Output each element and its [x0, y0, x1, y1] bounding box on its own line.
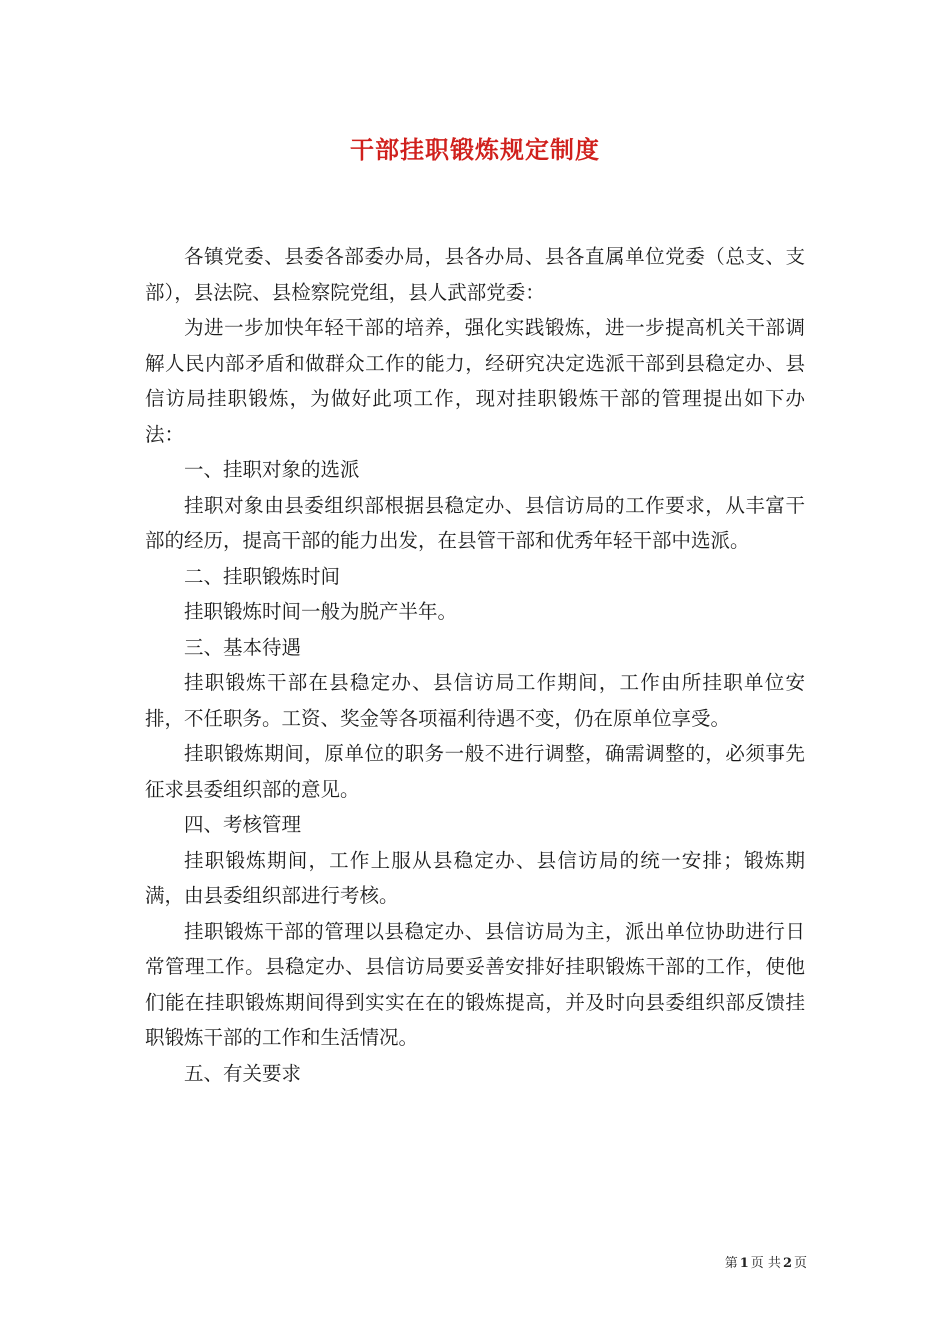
- paragraph: 挂职锻炼期间，工作上服从县稳定办、县信访局的统一安排；锻炼期满，由县委组织部进行考核。: [145, 848, 805, 907]
- page-number-footer: [725, 1252, 807, 1271]
- paragraph: 挂职对象由县委组织部根据县稳定办、县信访局的工作要求，从丰富干部的经历，提高干部的能力出发，在县管干部和优秀年轻干部中选派。: [145, 493, 805, 552]
- paragraph: 挂职锻炼干部在县稳定办、县信访局工作期间，工作由所挂职单位安排，不任职务。工资、奖金等各项福利待遇不变，仍在原单位享受。: [145, 671, 805, 730]
- paragraph: 挂职锻炼时间一般为脱产半年。: [184, 600, 458, 623]
- document-body: [145, 239, 805, 1091]
- section-heading-1: 一、挂职对象的选派: [184, 458, 360, 481]
- paragraph: 挂职锻炼干部的管理以县稳定办、县信访局为主，派出单位协助进行日常管理工作。县稳定办、县信访局要妥善安排好挂职锻炼干部的工作，使他们能在挂职锻炼期间得到实实在在的锻炼提高，并及时向县委组织部反馈挂职锻炼干部的工作和生活情况。: [145, 919, 805, 1049]
- footer-suffix: 页: [793, 1256, 807, 1271]
- document-title: 干部挂职锻炼规定制度: [350, 135, 600, 164]
- total-page-number: 2: [782, 1256, 792, 1271]
- footer-prefix: 第: [724, 1256, 738, 1271]
- footer-middle: 页 共: [750, 1256, 781, 1271]
- section-heading-5: 五、有关要求: [184, 1061, 302, 1085]
- section-heading-3: 三、基本待遇: [184, 635, 302, 659]
- paragraph: 挂职锻炼期间，原单位的职务一般不进行调整，确需调整的，必须事先征求县委组织部的意见。: [145, 742, 805, 801]
- current-page-number: 1: [739, 1256, 749, 1271]
- paragraph-addressees: 各镇党委、县委各部委办局，县各办局、县各直属单位党委（总支、支部），县法院、县检察院党组，县人武部党委：: [145, 245, 805, 304]
- section-heading-2: 二、挂职锻炼时间: [184, 564, 341, 588]
- section-heading-4: 四、考核管理: [184, 813, 302, 836]
- paragraph-intro: 为进一步加快年轻干部的培养，强化实践锻炼，进一步提高机关干部调解人民内部矛盾和做群众工作的能力，经研究决定选派干部到县稳定办、县信访局挂职锻炼，为做好此项工作，现对挂职锻炼干部的管理提出如下办法：: [145, 316, 805, 446]
